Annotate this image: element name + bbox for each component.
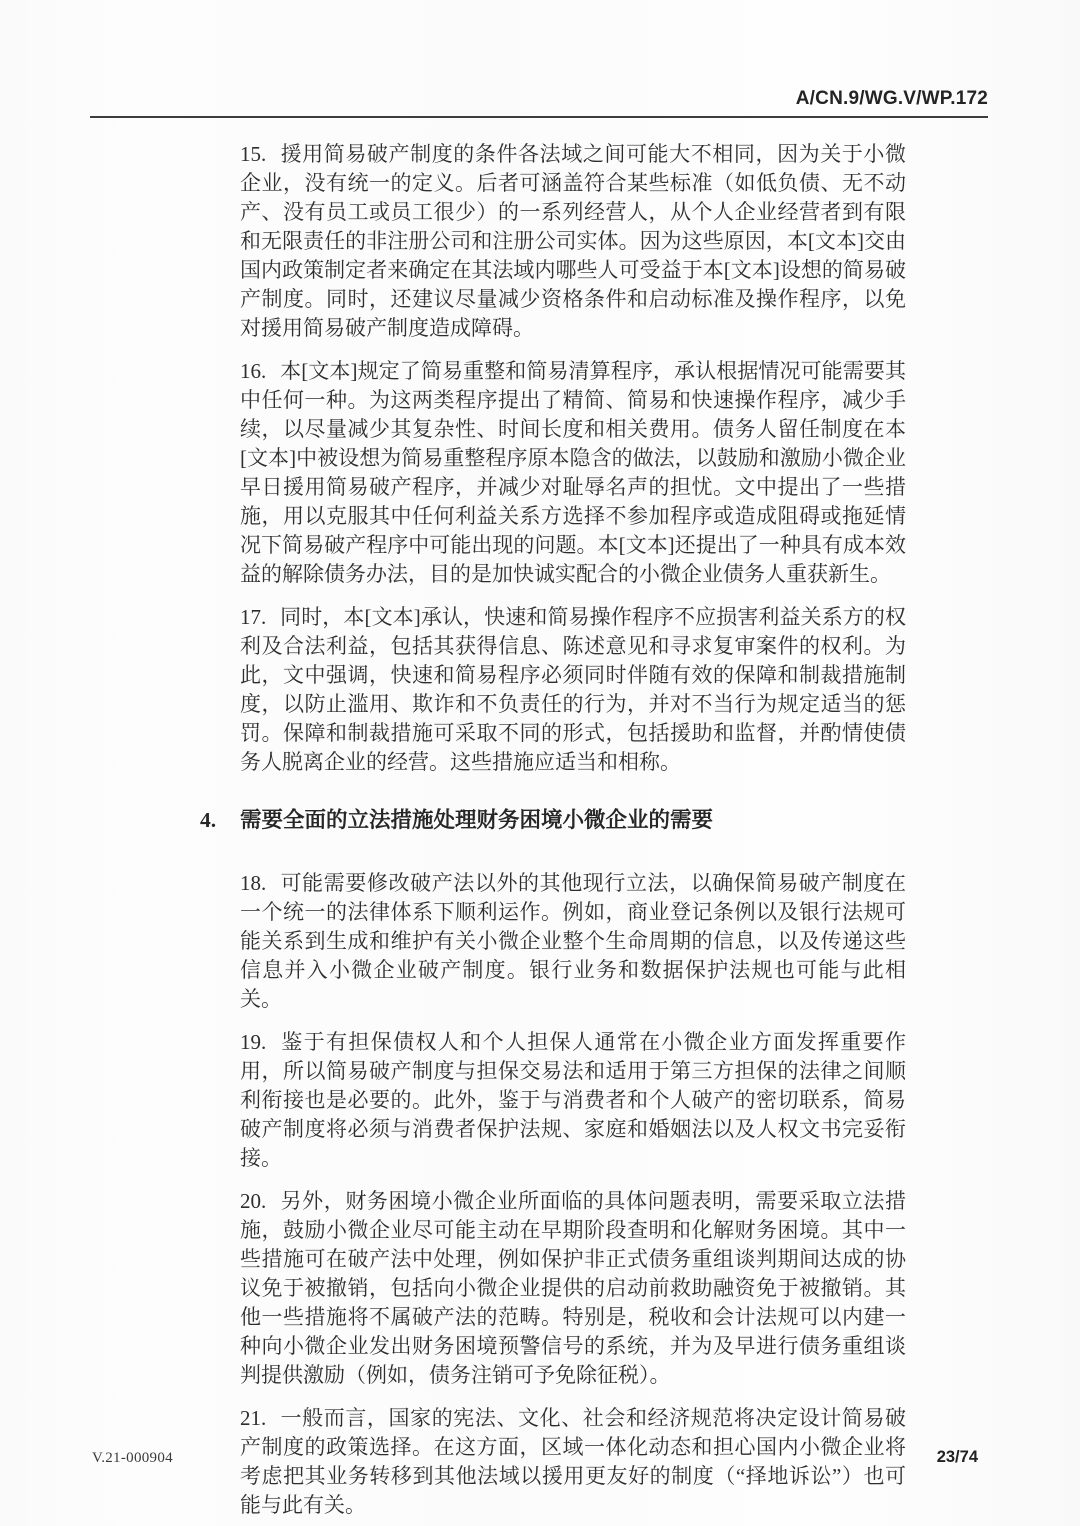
paragraph-17-text: 同时，本[文本]承认，快速和简易操作程序不应损害利益关系方的权利及合法利益，包括其获得信息、陈述意见和寻求复审案件的权利。为此，文中强调，快速和简易程序必须同时伴随有效的保障和制裁措施制度，以防止滥用、欺诈和不负责任的行为，并对不当行为规定适当的惩罚。保障和制裁措施可采取不同的形式，包括援助和监督，并酌情使债务人脱离企业的经营。这些措施应适当和相称。 [240, 605, 906, 774]
paragraph-15-number: 15. [240, 142, 267, 166]
page-header [90, 88, 988, 110]
section-4-title: 需要全面的立法措施处理财务困境小微企业的需要 [240, 808, 714, 832]
page-footer [92, 1448, 978, 1467]
paragraph-19-number: 19. [240, 1030, 267, 1054]
document-job-number: V.21-000904 [92, 1450, 173, 1466]
paragraph-20-text: 另外，财务困境小微企业所面临的具体问题表明，需要采取立法措施，鼓励小微企业尽可能主动在早期阶段查明和化解财务困境。其中一些措施可在破产法中处理，例如保护非正式债务重组谈判期间达成的协议免于被撤销，包括向小微企业提供的启动前救助融资免于被撤销。其他一些措施将不属破产法的范畴。特别是，税收和会计法规可以内建一种向小微企业发出财务困境预警信号的系统，并为及早进行债务重组谈判提供激励（例如，债务注销可予免除征税）。 [240, 1189, 906, 1387]
paragraph-18 [240, 869, 906, 1014]
section-heading-4 [200, 805, 906, 835]
paragraph-18-text: 可能需要修改破产法以外的其他现行立法，以确保简易破产制度在一个统一的法律体系下顺利运作。例如，商业登记条例以及银行法规可能关系到生成和维护有关小微企业整个生命周期的信息，以及传递这些信息并入小微企业破产制度。银行业务和数据保护法规也可能与此相关。 [240, 871, 906, 1011]
paragraph-17-number: 17. [240, 605, 267, 629]
paragraph-15-text: 援用简易破产制度的条件各法域之间可能大不相同，因为关于小微企业，没有统一的定义。后者可涵盖符合某些标准（如低负债、无不动产、没有员工或员工很少）的一系列经营人，从个人企业经营者到有限和无限责任的非注册公司和注册公司实体。因为这些原因，本[文本]交由国内政策制定者来确定在其法域内哪些人可受益于本[文本]设想的简易破产制度。同时，还建议尽量减少资格条件和启动标准及操作程序，以免对援用简易破产制度造成障碍。 [240, 142, 906, 340]
paragraph-16 [240, 357, 906, 589]
paragraph-16-number: 16. [240, 359, 267, 383]
paragraph-17 [240, 603, 906, 777]
document-symbol: A/CN.9/WG.V/WP.172 [795, 88, 988, 109]
paragraph-19 [240, 1028, 906, 1173]
paragraph-21-text: 一般而言，国家的宪法、文化、社会和经济规范将决定设计简易破产制度的政策选择。在这方面，区域一体化动态和担心国内小微企业将考虑把其业务转移到其他法域以援用更友好的制度（“择地诉讼”）也可能与此有关。 [240, 1406, 906, 1517]
header-rule [90, 116, 988, 118]
paragraph-20 [240, 1187, 906, 1390]
paragraph-20-number: 20. [240, 1189, 267, 1213]
paragraph-15 [240, 140, 906, 343]
paragraph-18-number: 18. [240, 871, 267, 895]
paragraph-16-text: 本[文本]规定了简易重整和简易清算程序，承认根据情况可能需要其中任何一种。为这两类程序提出了精简、简易和快速操作程序，减少手续，以尽量减少其复杂性、时间长度和相关费用。债务人留任制度在本[文本]中被设想为简易重整程序原本隐含的做法，以鼓励和激励小微企业早日援用简易破产程序，并减少对耻辱名声的担忧。文中提出了一些措施，用以克服其中任何利益关系方选择不参加程序或造成阻碍或拖延情况下简易破产程序中可能出现的问题。本[文本]还提出了一种具有成本效益的解除债务办法，目的是加快诚实配合的小微企业债务人重获新生。 [240, 359, 906, 586]
section-4-number: 4. [200, 808, 217, 832]
page-number: 23/74 [936, 1448, 978, 1466]
paragraph-21-number: 21. [240, 1406, 267, 1430]
document-body [200, 140, 906, 1526]
paragraph-19-text: 鉴于有担保债权人和个人担保人通常在小微企业方面发挥重要作用，所以简易破产制度与担保交易法和适用于第三方担保的法律之间顺利衔接也是必要的。此外，鉴于与消费者和个人破产的密切联系，简易破产制度将必须与消费者保护法规、家庭和婚姻法以及人权文书完妥衔接。 [240, 1030, 906, 1170]
